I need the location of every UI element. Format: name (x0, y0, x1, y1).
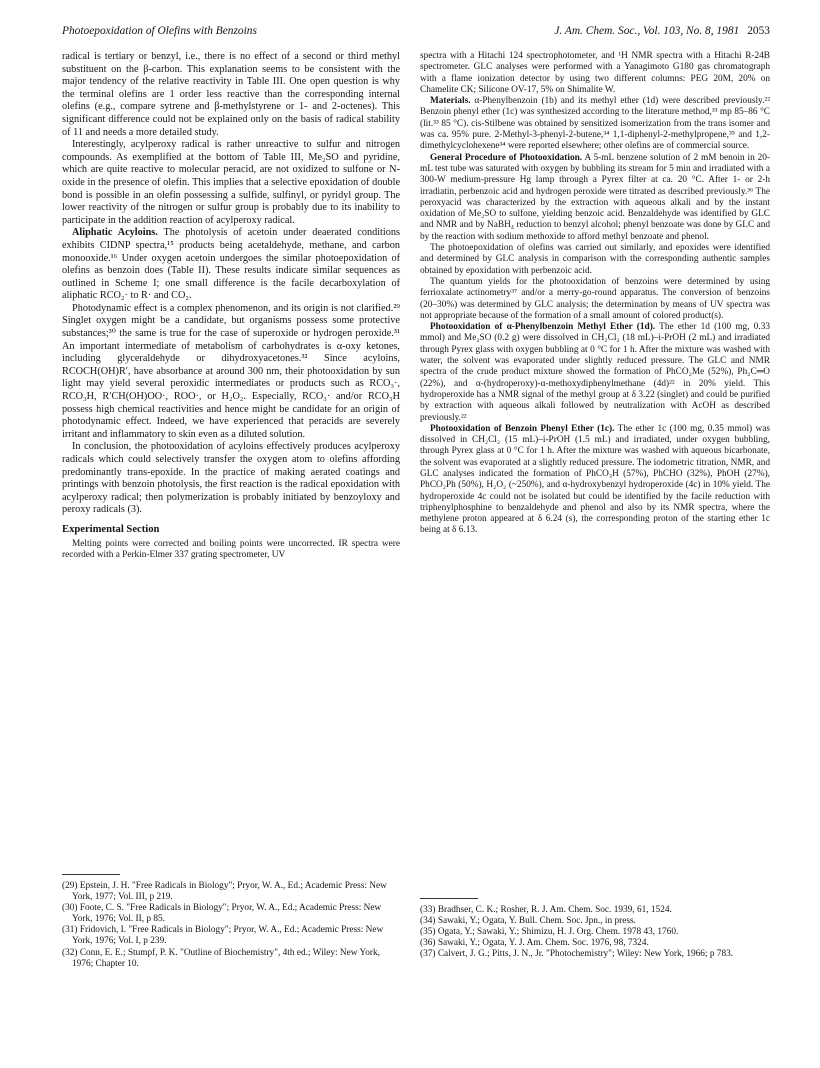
reference-item: (34) Sawaki, Y.; Ogata, Y. Bull. Chem. Soc. Jpn., in press. (420, 916, 636, 927)
reference-item: (36) Sawaki, Y.; Ogata, Y. J. Am. Chem. Soc. 1976, 98, 7324. (420, 938, 649, 949)
run-in-heading: Aliphatic Acyloins. (72, 227, 158, 239)
paragraph: In conclusion, the photooxidation of acyloins effectively produces acylperoxy radicals which could selectively transfer the oxygen atom to olefins affording predominantly trans-epoxide. In the practice of making aerated coatings and printings with benzoin photolysis, the first reaction is the radical epoxidation with acylperoxy radical; then polymerization is probably initiated by benzoyloxy and peroxy radicals (3). (62, 441, 400, 516)
paragraph: The photoepoxidation of olefins was carried out similarly, and epoxides were identified and determined by GLC analysis in comparison with the corresponding authentic samples obtained by epoxidation with perbenzoic acid. (420, 243, 770, 276)
paragraph: Melting points were corrected and boiling points were uncorrected. IR spectra were recorded with a Perkin-Elmer 337 grating spectrometer, UV (62, 538, 400, 560)
running-title: Photoepoxidation of Olefins with Benzoins (62, 25, 257, 37)
reference-item: (32) Conn, E. E.; Stumpf, P. K. "Outline of Biochemistry", 4th ed.; Wiley: New York, 1976; Chapter 10. (62, 947, 380, 969)
reference-item: (37) Calvert, J. G.; Pitts, J. N., Jr. "Photochemistry"; Wiley: New York, 1966; p 783. (420, 949, 734, 960)
right-column (420, 51, 770, 537)
page-number: 2053 (747, 25, 770, 37)
journal-name: J. Am. Chem. Soc., Vol. 103, No. 8, 1981 (554, 25, 740, 37)
section-heading: Experimental Section (62, 523, 160, 535)
run-in-heading: Materials. (430, 96, 471, 107)
references-left (62, 881, 400, 970)
run-in-heading: General Procedure of Photooxidation. (430, 152, 583, 163)
running-header (62, 25, 770, 41)
reference-item: (29) Epstein, J. H. "Free Radicals in Biology"; Pryor, W. A., Ed.; Academic Press: New York, 1977; Vol. III, p 219. (62, 881, 387, 903)
paragraph-text: The photolysis of acetoin under deaerated conditions exhibits CIDNP spectra,¹⁵ products being acetaldehyde, methane, and carbon monooxide.¹⁶ Under oxygen acetoin undergoes the similar photoepoxidation of olefins as benzoin does (Table II). These results indicate similar sequences as outlined in Scheme I; one small difference is the facile decarboxylation of aliphatic RCO₂· to R· and CO₂. (62, 227, 400, 302)
paragraph (62, 227, 400, 303)
references-right (420, 905, 770, 960)
footnote-rule (62, 874, 120, 875)
paragraph: The quantum yields for the photooxidation of benzoins were determined by using ferrioxalate actinometry³⁷ and/or a merry-go-round apparatus. The conversion of benzoins (20–30%) was determined by GLC analysis; the determination by means of UV spectra was not appropriate because of the formation of a small amount of colored product(s). (420, 276, 770, 321)
paragraph-text: The ether 1c (100 mg, 0.35 mmol) was dissolved in CH₂Cl₂ (15 mL)–i-PrOH (1.5 mL) and irradiated, under oxygen bubbling, through Pyrex glass at 0 °C for 1 h. After the mixture was washed with aqueous bicarbonate, the solvent was evaporated at a slightly reduced pressure. The iodometric titration, NMR, and GLC analyses indicated the formation of PhCO₃H (57%), PhCHO (32%), PhOH (27%), PhCO₂Ph (50%), H₂O₂ (~250%), and α-hydroxybenzyl hydroperoxide (4c) in 10% yield. The hydroperoxide 4c could not be isolated but could be identified by the facile reduction with triphenylphosphine to benzaldehyde and phenol and also by its NMR spectra, where the methylene proton appeared at δ 6.24 (s), the corresponding proton of the starting ether 1c being at δ 6.13. (420, 423, 770, 536)
paragraph (420, 96, 770, 152)
paragraph-text: A 5-mL benzene solution of 2 mM benoin in 20-mL test tube was saturated with oxygen by bubbling its stream for 5 min and irradiated with a 300-W medium-pressure Hg lamp through a Pyrex filter at ca. 20 °C. After 1- or 2-h irradiatin, perbenzoic acid and hydrogen peroxide were titrated as described previously.³⁶ The peroxyacid was characterized by the extraction with aqueous alkali and by the instant oxidation of Me₂SO to sulfone, yielding benzoic acid. Benzaldehyde was identified by GLC and NMR and by NaBH₄ reduction to benzyl alcohol; phenyl benzoate was done by GLC and by the reaction with sodium methoxide to afford methyl benzoate and phenol. (420, 152, 770, 242)
journal-citation (554, 25, 770, 37)
run-in-heading: Photooxidation of α-Phenylbenzoin Methyl Ether (1d). (430, 322, 656, 333)
reference-item: (35) Ogata, Y.; Sawaki, Y.; Shimizu, H. J. Org. Chem. 1978 43, 1760. (420, 927, 679, 938)
paragraph-text: α-Phenylbenzoin (1b) and its methyl ether (1d) were described previously.²² Benzoin phenyl ether (1c) was synthesized according to the literature method,³³ mp 85–86 °C (lit.³³ 85 °C). cis-Stilbene was obtained by sensitized isomerization from the trans isomer and was ca. 95% pure. 2-Methyl-3-phenyl-2-butene,³⁴ 1,1-diphenyl-2-methylpropene,³⁵ and 1,2-dimethylcyclohexene³⁴ were reported elsewhere; other olefins are of commercial source. (420, 96, 770, 152)
footnote-rule (420, 898, 478, 899)
paragraph: spectra with a Hitachi 124 spectrophotometer, and ¹H NMR spectra with a Hitachi R-24B spectrometer. GLC analyses were performed with a Yanagimoto G180 gas chromatograph with a flame ionization detector by using two different columns: PEG 20M, 20% on Chamelite CK; Silicone OV-17, 5% on Shimalite W. (420, 51, 770, 95)
paragraph (420, 153, 770, 243)
paragraph (420, 424, 770, 537)
run-in-heading: Photooxidation of Benzoin Phenyl Ether (1c). (430, 423, 615, 434)
reference-item: (33) Bradhser, C. K.; Rosher, R. J. Am. Chem. Soc. 1939, 61, 1524. (420, 905, 672, 915)
paragraph-text: The ether 1d (100 mg, 0.33 mmol) and Me₂SO (0.2 g) were dissolved in CH₂Cl₂ (18 mL)–i-PrOH (2 mL) and irradiated through Pyrex glass with oxygen bubbling at 0 °C for 1 h. After the mixture was washed with water, the solvent was evaporated under slightly reduced pressure. The GLC and NMR spectra of the crude product mixture showed the formation of PhCO₂Me (52%), Ph₂C═O (22%), and α-(hydroperoxy)-α-methoxydiphenylmethane (4d)²² in 20% yield. This hydroperoxide has a NMR signal of the methyl group at δ 3.22 (singlet) and could be purified by extraction with aqueous alkali followed by neutralization with AcOH as described previously.²² (420, 322, 770, 423)
paragraph: Photodynamic effect is a complex phenomenon, and its origin is not clarified.²⁹ Singlet oxygen might be a candidate, but organisms possess some protective substances;³⁰ the same is true for the case of superoxide or hydrogen peroxide.³¹ An important intermediate of metabolism of carbohydrates is α-oxy ketones, including glyceraldehyde or dihydroxyacetones.³² Since acyloins, RCOCH(OH)R′, have absorbance at around 300 nm, their photooxidation by sun light may yield several peroxidic intermediates or products such as RCO₃·, RCO₃H, R′CH(OH)OO·, ROO·, or H₂O₂. Especially, RCO₃· and/or RCO₃H possess high chemical reactivities and hence might be candidate for an origin of photodynamic effect. Indeed, we have experienced that peracids are severely irritant and inflammatory to skin even as a diluted solution. (62, 302, 400, 440)
paragraph: Interestingly, acylperoxy radical is rather unreactive to sulfur and nitrogen compounds. As exemplified at the bottom of Table III, Me₂SO and pyridine, which are quite reactive to molecular peracid, are not oxidized to sulfone or N-oxide in the presence of olefin. This implies that a selective epoxidation of double bond is possible in an olefin possessing a sulfide, sulfinyl, or pyridyl group. The lower reactivity of the nitrogen or sulfur group is probably due to its inability to participate in the addition reaction of acylperoxy radical. (62, 139, 400, 226)
left-column (62, 51, 400, 561)
paragraph: radical is tertiary or benzyl, i.e., there is no effect of a second or third methyl substituent on the β-carbon. This explanation seems to be consistent with the major tendency of the relative reactivity in Table III. One open question is why the terminal olefins are 1 order less reactive than the corresponding internal olefins (e.g., compare sytrene and β-methylstyrene or 1- and 2-octenes). This significant difference could not be explained only on the basis of radical stability of 11 and needs a more detailed study. (62, 51, 400, 138)
reference-item: (30) Foote, C. S. "Free Radicals in Biology"; Pryor, W. A., Ed.; Academic Press: New York, 1976; Vol. II, p 85. (62, 903, 382, 925)
reference-item: (31) Fridovich, I. "Free Radicals in Biology"; Pryor, W. A., Ed.; Academic Press: New York, 1976; Vol. I, p 239. (62, 925, 384, 947)
paragraph (420, 322, 770, 424)
